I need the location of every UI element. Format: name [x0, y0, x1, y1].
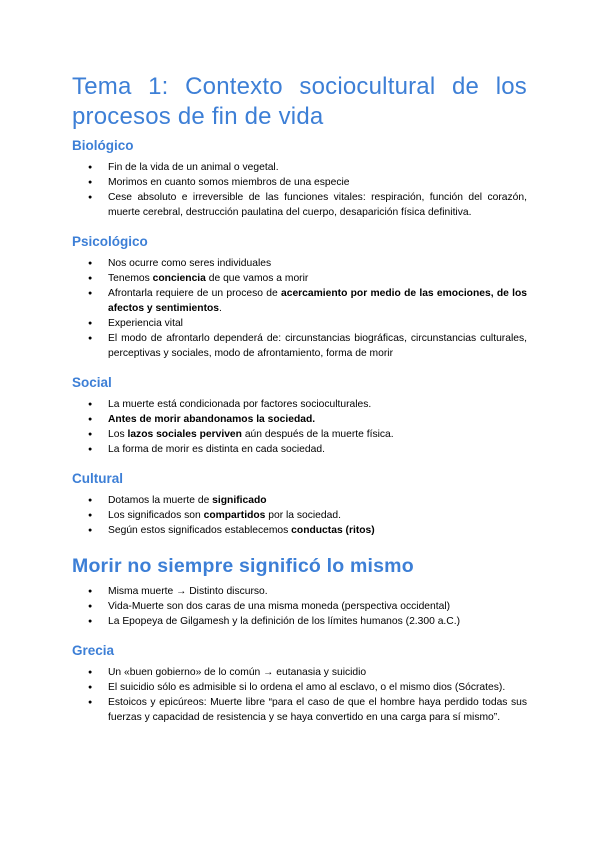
- list-item: ● La Epopeya de Gilgamesh y la definición de los límites humanos (2.300 a.C.): [72, 614, 527, 629]
- list-social: [72, 397, 527, 457]
- title-line-1: Tema 1: Contexto sociocultural de los: [72, 73, 527, 100]
- list-item: ● Los significados son compartidos por la sociedad.: [72, 508, 527, 523]
- list-biologico: [72, 160, 527, 220]
- heading-morir: Morir no siempre significó lo mismo: [72, 555, 414, 577]
- document-page: [72, 72, 527, 725]
- list-cultural: [72, 493, 527, 538]
- list-item: ● Dotamos la muerte de significado: [72, 493, 527, 508]
- heading-grecia: Grecia: [72, 643, 115, 658]
- list-grecia: [72, 665, 527, 725]
- list-item: ● Experiencia vital: [72, 316, 527, 331]
- list-item: ● Antes de morir abandonamos la sociedad.: [72, 412, 527, 427]
- heading-cultural: Cultural: [72, 471, 124, 486]
- list-item: ● El suicidio sólo es admisible si lo ordena el amo al esclavo, o el mismo dios (Sócrates).: [72, 680, 527, 695]
- list-item: ● Vida-Muerte son dos caras de una misma moneda (perspectiva occidental): [72, 599, 527, 614]
- list-item: ● Un «buen gobierno» de lo común → eutanasia y suicidio: [72, 665, 527, 680]
- list-item: ● Los lazos sociales perviven aún después de la muerte física.: [72, 427, 527, 442]
- heading-psicologico: Psicológico: [72, 234, 148, 249]
- list-item: ● La muerte está condicionada por factores socioculturales.: [72, 397, 527, 412]
- list-item: ● Tenemos conciencia de que vamos a morir: [72, 271, 527, 286]
- list-item: ● El modo de afrontarlo dependerá de: circunstancias biográficas, circunstancias culturales, perceptivas y sociales, modo de afrontamiento, forma de morir: [72, 331, 527, 361]
- list-item: ● Misma muerte → Distinto discurso.: [72, 584, 527, 599]
- list-item: ● Afrontarla requiere de un proceso de acercamiento por medio de las emociones, de los afectos y sentimientos.: [72, 286, 527, 316]
- list-item: ● Según estos significados establecemos conductas (ritos): [72, 523, 527, 538]
- list-morir: [72, 584, 527, 629]
- heading-biologico: Biológico: [72, 138, 134, 153]
- page-title: [72, 72, 527, 132]
- list-item: ● Estoicos y epicúreos: Muerte libre “para el caso de que el hombre haya perdido todas sus fuerzas y capacidad de resistencia y se haya convertido en una carga para sí mismo”.: [72, 695, 527, 725]
- title-line-2: procesos de fin de vida: [72, 103, 324, 130]
- list-item: ● Morimos en cuanto somos miembros de una especie: [72, 175, 527, 190]
- list-psicologico: [72, 256, 527, 361]
- list-item: ● Cese absoluto e irreversible de las funciones vitales: respiración, función del corazón, muerte cerebral, destrucción paulatina del cuerpo, desaparición física definitiva.: [72, 190, 527, 220]
- heading-social: Social: [72, 375, 112, 390]
- list-item: ● Nos ocurre como seres individuales: [72, 256, 527, 271]
- list-item: ● La forma de morir es distinta en cada sociedad.: [72, 442, 527, 457]
- list-item: ● Fin de la vida de un animal o vegetal.: [72, 160, 527, 175]
